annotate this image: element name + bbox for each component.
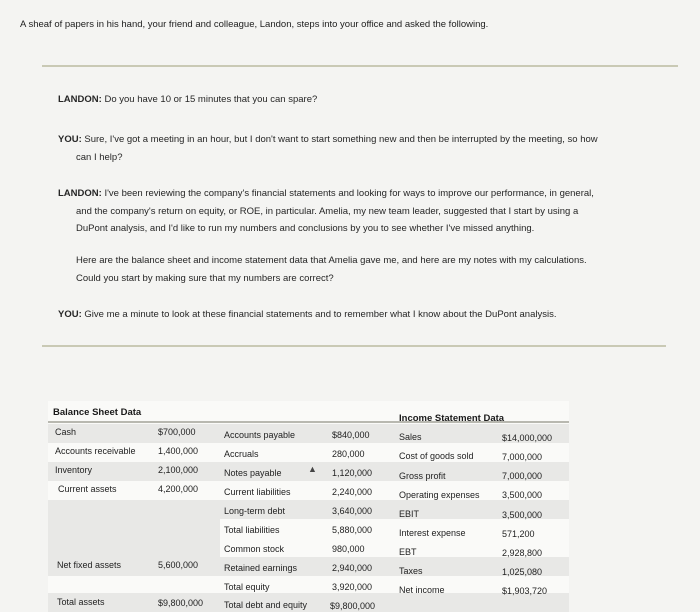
dialogue-line: and the company's return on equity, or ROE, in particular. Amelia, my new team leader, suggested that I start by using a xyxy=(76,205,579,217)
row-band xyxy=(48,500,569,519)
liability-label: Accruals xyxy=(224,449,259,459)
income-value: 1,025,080 xyxy=(502,567,543,577)
liability-label: Current liabilities xyxy=(224,487,291,497)
divider-middle xyxy=(42,345,666,347)
income-label: Taxes xyxy=(399,566,423,576)
liability-label: Notes payable xyxy=(224,468,282,478)
income-label: Operating expenses xyxy=(399,490,480,500)
asset-value: 1,400,000 xyxy=(158,446,199,456)
row-band xyxy=(48,593,569,612)
income-value: 571,200 xyxy=(502,529,535,539)
income-statement-title: Income Statement Data xyxy=(399,413,505,424)
dialogue-line: I've been reviewing the company's financial statements and looking for ways to improve our performance, in general, xyxy=(104,188,594,199)
cursor-icon: ▲ xyxy=(308,464,317,474)
income-label: Gross profit xyxy=(399,471,446,481)
liability-value: $840,000 xyxy=(332,430,370,440)
dialogue-landon-1 xyxy=(58,91,317,109)
income-label: EBT xyxy=(399,547,417,557)
income-label: EBIT xyxy=(399,509,420,519)
asset-value: 4,200,000 xyxy=(158,484,199,494)
asset-value: 2,100,000 xyxy=(158,465,199,475)
income-value: 3,500,000 xyxy=(502,510,543,520)
income-label: Cost of goods sold xyxy=(399,451,474,461)
asset-label: Inventory xyxy=(55,465,93,475)
dialogue-landon-3 xyxy=(76,252,666,287)
dialogue-you-1 xyxy=(58,131,668,166)
intro-text: A sheaf of papers in his hand, your friend and colleague, Landon, steps into your office and asked the following. xyxy=(20,19,489,30)
liability-value: $9,800,000 xyxy=(330,601,376,611)
liability-value: 980,000 xyxy=(332,544,365,554)
income-value: 2,928,800 xyxy=(502,548,543,558)
liability-value: 5,880,000 xyxy=(332,525,373,535)
dialogue-line: Here are the balance sheet and income statement data that Amelia gave me, and here are my notes with my calculations. xyxy=(76,255,587,266)
income-label: Net income xyxy=(399,585,445,595)
asset-label: Current assets xyxy=(58,484,117,494)
asset-label: Cash xyxy=(55,427,77,437)
liability-label: Common stock xyxy=(224,544,285,554)
speaker-label: YOU: xyxy=(58,309,82,320)
income-value: $14,000,000 xyxy=(502,433,553,443)
liability-value: 280,000 xyxy=(332,449,365,459)
divider-top xyxy=(42,65,678,67)
income-value: 3,500,000 xyxy=(502,490,543,500)
liability-value: 1,120,000 xyxy=(332,468,373,478)
income-value: 7,000,000 xyxy=(502,471,543,481)
income-value: 7,000,000 xyxy=(502,452,543,462)
liability-value: 2,240,000 xyxy=(332,487,373,497)
speaker-label: LANDON: xyxy=(58,94,102,105)
liability-label: Retained earnings xyxy=(224,563,298,573)
liability-label: Total debt and equity xyxy=(224,600,308,610)
liability-value: 3,920,000 xyxy=(332,582,373,592)
liability-label: Total equity xyxy=(224,582,270,592)
income-value: $1,903,720 xyxy=(502,586,548,596)
row-band xyxy=(48,557,569,576)
asset-label: Net fixed assets xyxy=(57,560,122,570)
dialogue-line: Sure, I've got a meeting in an hour, but I don't want to start something new and then be interrupted by the meeting, so how xyxy=(84,134,598,145)
dialogue-line: Give me a minute to look at these financial statements and to remember what I know about the DuPont analysis. xyxy=(84,309,557,320)
financial-data-table xyxy=(48,401,569,612)
row-band xyxy=(48,424,569,443)
asset-label: Accounts receivable xyxy=(55,446,136,456)
asset-value: 5,600,000 xyxy=(158,560,199,570)
liability-value: 2,940,000 xyxy=(332,563,373,573)
speaker-label: YOU: xyxy=(58,134,82,145)
dialogue-line: can I help? xyxy=(76,151,123,163)
dialogue-landon-2 xyxy=(58,185,658,238)
dialogue-line: Do you have 10 or 15 minutes that you can spare? xyxy=(104,94,318,105)
row-band xyxy=(48,519,220,557)
liability-value: 3,640,000 xyxy=(332,506,373,516)
speaker-label: LANDON: xyxy=(58,188,102,199)
balance-sheet-title: Balance Sheet Data xyxy=(53,407,142,418)
dialogue-line: DuPont analysis, and I'd like to run my numbers and conclusions by you to see whether I've missed anything. xyxy=(76,223,535,234)
liability-label: Accounts payable xyxy=(224,430,296,440)
income-label: Interest expense xyxy=(399,528,466,538)
asset-value: $9,800,000 xyxy=(158,598,204,608)
liability-label: Total liabilities xyxy=(224,525,280,535)
asset-label: Total assets xyxy=(57,597,105,607)
dialogue-you-2 xyxy=(58,306,556,324)
asset-value: $700,000 xyxy=(158,427,196,437)
liability-label: Long-term debt xyxy=(224,506,286,516)
income-label: Sales xyxy=(399,432,422,442)
dialogue-line: Could you start by making sure that my numbers are correct? xyxy=(76,272,334,284)
